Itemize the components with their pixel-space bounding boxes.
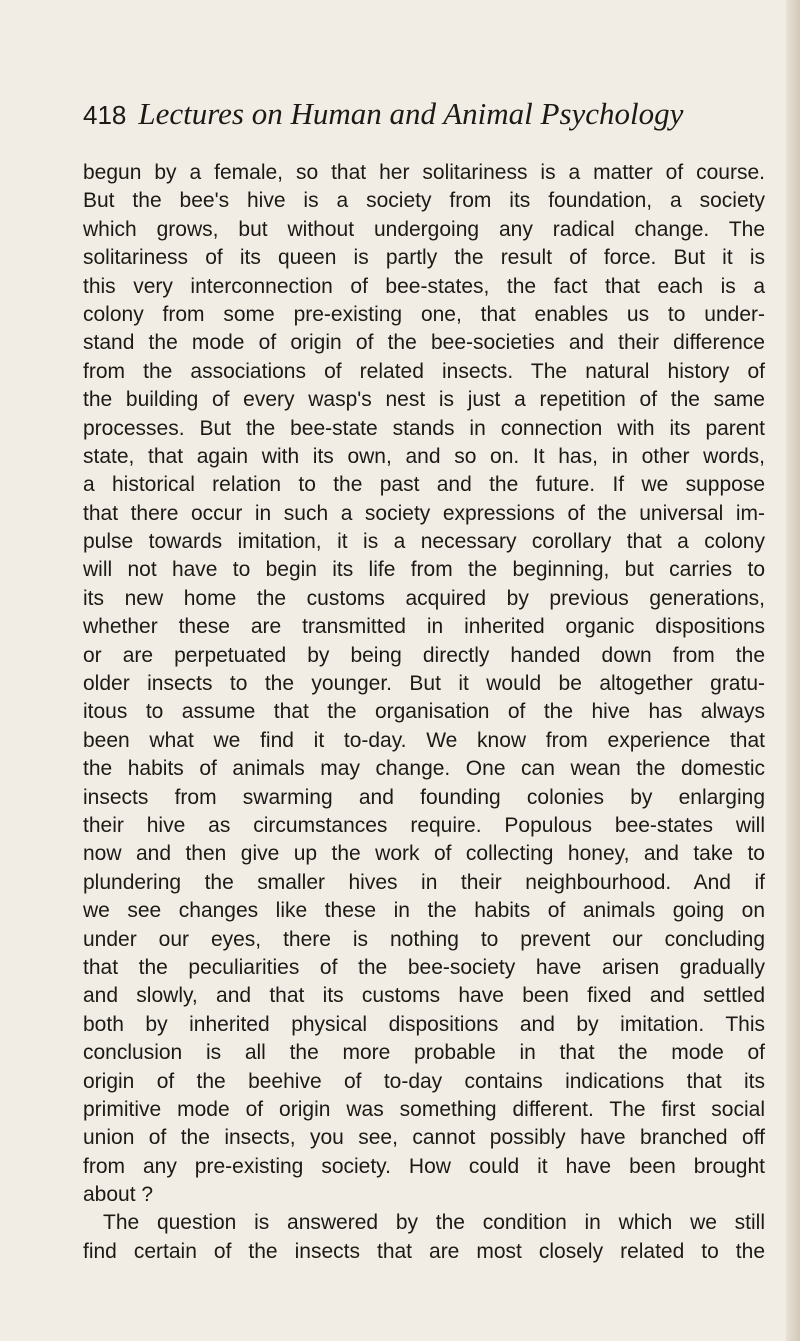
text-line: union of the insects, you see, cannot possibly have branched off [83,1126,765,1150]
text-line: its new home the customs acquired by previous generations, [83,586,765,610]
text-line: find certain of the insects that are most closely related to the [83,1239,765,1263]
body-text [83,159,765,1266]
text-line: primitive mode of origin was something different. The first social [83,1097,765,1121]
text-line: a historical relation to the past and the future. If we suppose [83,473,765,497]
text-line: stand the mode of origin of the bee-societies and their difference [83,331,765,355]
text-line: itous to assume that the organisation of the hive has always [83,700,765,724]
text-line: been what we find it to-day. We know from experience that [83,728,765,752]
text-line: now and then give up the work of collecting honey, and take to [83,842,765,866]
page-header [83,94,765,134]
text-line: from the associations of related insects. The natural history of [83,359,765,383]
text-line: the habits of animals may change. One can wean the domestic [83,757,765,781]
text-line: their hive as circumstances require. Populous bee-states will [83,813,765,837]
running-title: Lectures on Human and Animal Psychology [138,96,684,131]
text-line: older insects to the younger. But it would be altogether gratu- [83,672,765,696]
text-line: will not have to begin its life from the beginning, but carries to [83,558,765,582]
text-line: from any pre-existing society. How could it have been brought [83,1154,765,1178]
text-line: origin of the beehive of to-day contains indications that its [83,1069,765,1093]
text-line: we see changes like these in the habits of animals going on [83,899,765,923]
text-line: insects from swarming and founding colonies by enlarging [83,785,765,809]
text-line: whether these are transmitted in inherited organic dispositions [83,615,765,639]
text-line: colony from some pre-existing one, that enables us to under- [83,302,765,326]
text-line: that the peculiarities of the bee-society have arisen gradually [83,955,765,979]
text-line: pulse towards imitation, it is a necessary corollary that a colony [83,530,765,554]
text-line: solitariness of its queen is partly the result of force. But it is [83,246,765,270]
text-line: plundering the smaller hives in their neighbourhood. And if [83,870,765,894]
text-line: which grows, but without undergoing any radical change. The [83,217,765,241]
text-line: this very interconnection of bee-states, the fact that each is a [83,274,765,298]
paragraph-first-line: The question is answered by the condition in which we still [103,1211,765,1235]
page-number: 418 [83,100,127,130]
text-line: conclusion is all the more probable in that the mode of [83,1041,765,1065]
text-line: But the bee's hive is a society from its foundation, a society [83,189,765,213]
text-line: that there occur in such a society expressions of the universal im- [83,501,765,525]
text-line: state, that again with its own, and so on. It has, in other words, [83,444,765,468]
page-edge [786,0,800,1341]
text-line: under our eyes, there is nothing to prevent our concluding [83,927,765,951]
text-line: both by inherited physical dispositions and by imitation. This [83,1012,765,1036]
text-line: about ? [83,1183,154,1207]
text-line: and slowly, and that its customs have been fixed and settled [83,984,765,1008]
text-line: processes. But the bee-state stands in connection with its parent [83,416,765,440]
text-line: begun by a female, so that her solitariness is a matter of course. [83,161,765,184]
text-line: or are perpetuated by being directly handed down from the [83,643,765,667]
text-line: the building of every wasp's nest is just a repetition of the same [83,388,765,412]
